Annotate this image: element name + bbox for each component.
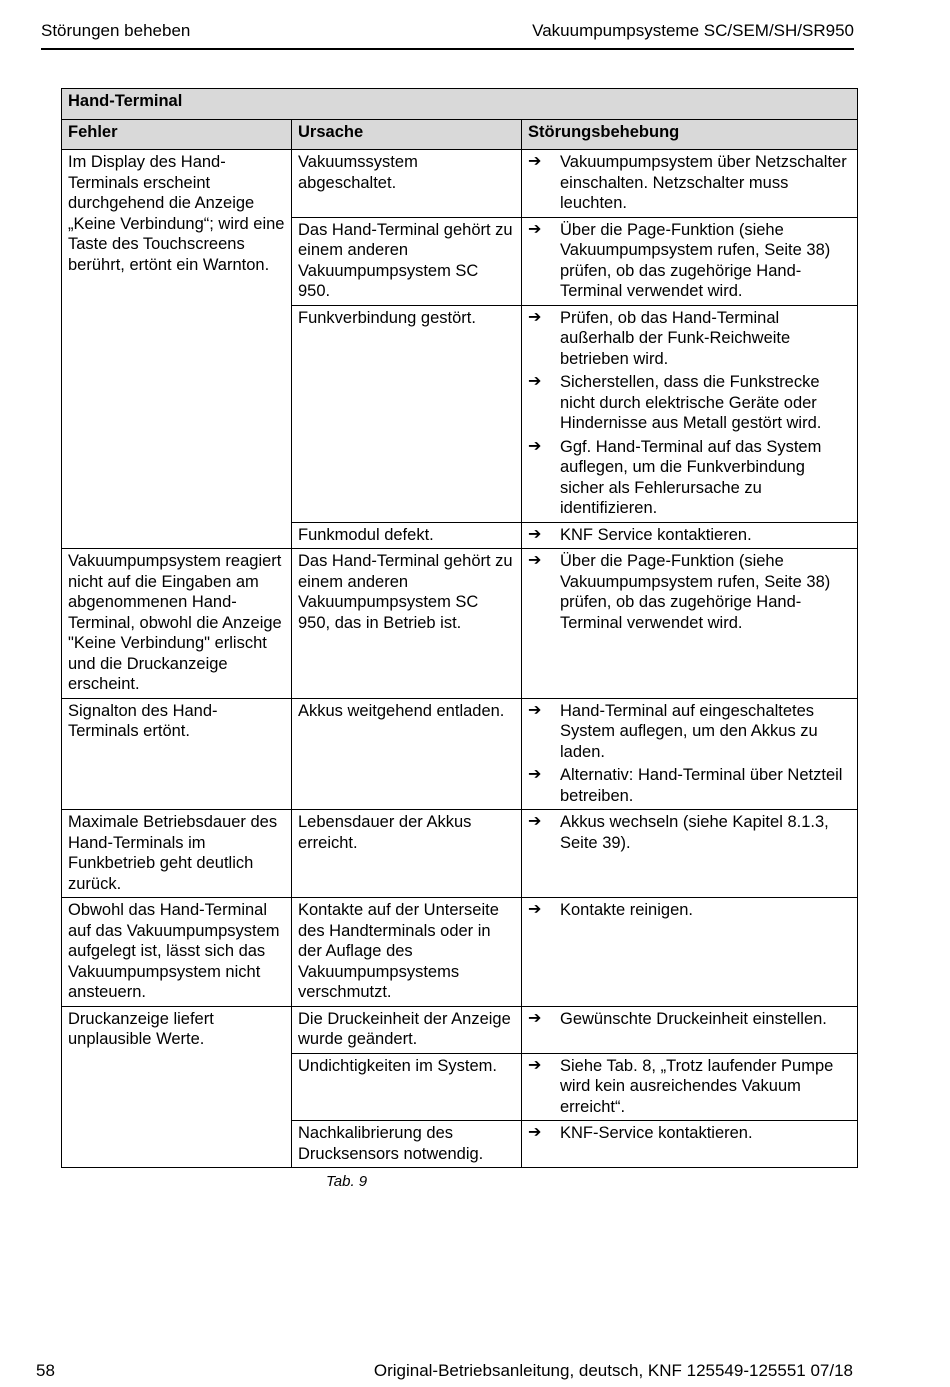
- header-chapter: Störungen beheben: [41, 21, 191, 40]
- remedy-text: Prüfen, ob das Hand-Terminal außerhalb der Funk-Reichweite betrieben wird.: [560, 308, 791, 368]
- behebung-cell: [522, 1121, 858, 1168]
- remedy-list: [528, 152, 851, 214]
- behebung-cell: [522, 698, 858, 810]
- table-caption: Tab. 9: [326, 1173, 368, 1190]
- ursache-cell: Funkverbindung gestört.: [292, 305, 522, 522]
- footer-doc-info: Original-Betriebsanleitung, deutsch, KNF 125549-125551 07/18: [373, 1361, 853, 1380]
- remedy-list: [528, 525, 851, 546]
- arrow-right-icon: ➔: [528, 1009, 542, 1027]
- ursache-cell: Funkmodul defekt.: [292, 522, 522, 549]
- remedy-text: Siehe Tab. 8, „Trotz laufender Pumpe wird kein ausreichendes Vakuum erreicht“.: [560, 1056, 834, 1116]
- remedy-list: [528, 812, 851, 853]
- ursache-cell: Das Hand-Terminal gehört zu einem anderen Vakuumpumpsystem SC 950.: [292, 217, 522, 305]
- ursache-cell: Das Hand-Terminal gehört zu einem anderen Vakuumpumpsystem SC 950, das in Betrieb ist.: [292, 549, 522, 699]
- ursache-cell: Nachkalibrierung des Drucksensors notwendig.: [292, 1121, 522, 1168]
- remedy-list: [528, 900, 851, 921]
- remedy-item: [528, 220, 851, 302]
- column-header-row: [62, 119, 858, 150]
- behebung-cell: [522, 522, 858, 549]
- remedy-text: Kontakte reinigen.: [560, 901, 694, 919]
- remedy-text: Sicherstellen, dass die Funkstrecke nicht durch elektrische Geräte oder Hindernisse aus Metall gestört wird.: [560, 373, 822, 432]
- table-title: Hand-Terminal: [62, 89, 858, 120]
- fault-table: [61, 88, 858, 1168]
- arrow-right-icon: ➔: [528, 813, 542, 830]
- remedy-item: [528, 372, 851, 434]
- arrow-right-icon: ➔: [528, 153, 542, 170]
- remedy-item: [528, 525, 851, 546]
- table-row: [62, 698, 858, 810]
- remedy-item: [528, 765, 851, 806]
- table-row: [62, 1006, 858, 1053]
- remedy-text: Über die Page-Funktion (siehe Vakuumpumpsystem rufen, Seite 38) prüfen, ob das zugehörige Hand-Terminal verwendet wird.: [560, 220, 831, 300]
- table-row: [62, 150, 858, 218]
- behebung-cell: [522, 898, 858, 1007]
- remedy-list: [528, 551, 851, 633]
- remedy-item: [528, 1056, 851, 1118]
- arrow-right-icon: ➔: [528, 373, 542, 390]
- behebung-cell: [522, 217, 858, 305]
- remedy-list: [528, 701, 851, 807]
- remedy-text: KNF-Service kontaktieren.: [560, 1124, 753, 1142]
- ursache-cell: Undichtigkeiten im System.: [292, 1053, 522, 1121]
- fault-table-body: [62, 150, 858, 1168]
- remedy-list: [528, 1123, 851, 1144]
- column-header-ursache: Ursache: [292, 119, 522, 150]
- arrow-right-icon: ➔: [528, 437, 542, 455]
- page-number: 58: [36, 1361, 55, 1380]
- behebung-cell: [522, 150, 858, 218]
- arrow-right-icon: ➔: [528, 552, 542, 569]
- remedy-text: Vakuumpumpsystem über Netzschalter einschalten. Netzschalter muss leuchten.: [560, 153, 847, 212]
- arrow-right-icon: ➔: [528, 1124, 542, 1141]
- arrow-right-icon: ➔: [528, 766, 542, 783]
- behebung-cell: [522, 549, 858, 699]
- behebung-cell: [522, 305, 858, 522]
- remedy-item: [528, 1009, 851, 1030]
- remedy-text: Gewünschte Druckeinheit einstellen.: [560, 1009, 827, 1028]
- ursache-cell: Vakuumssystem abgeschaltet.: [292, 150, 522, 218]
- remedy-item: [528, 308, 851, 370]
- table-row: [62, 898, 858, 1007]
- table-title-row: [62, 89, 858, 120]
- behebung-cell: [522, 1006, 858, 1053]
- ursache-cell: Lebensdauer der Akkus erreicht.: [292, 810, 522, 898]
- remedy-list: [528, 308, 851, 519]
- table-row: [62, 810, 858, 898]
- page-header: [41, 18, 854, 50]
- arrow-right-icon: ➔: [528, 308, 542, 326]
- remedy-item: [528, 152, 851, 214]
- fehler-cell: Vakuumpumpsystem reagiert nicht auf die Eingaben am abgenommenen Hand-Terminal, obwohl die Anzeige "Keine Verbindung" erlischt und die Druckanzeige erscheint.: [62, 549, 292, 699]
- header-product: Vakuumpumpsysteme SC/SEM/SH/SR950: [532, 21, 854, 40]
- table-row: [62, 549, 858, 699]
- remedy-list: [528, 1056, 851, 1118]
- ursache-cell: Die Druckeinheit der Anzeige wurde geändert.: [292, 1006, 522, 1053]
- remedy-list: [528, 220, 851, 302]
- remedy-text: Über die Page-Funktion (siehe Vakuumpumpsystem rufen, Seite 38) prüfen, ob das zugehörige Hand-Terminal verwendet wird.: [560, 552, 831, 632]
- arrow-right-icon: ➔: [528, 1056, 542, 1074]
- remedy-text: Alternativ: Hand-Terminal über Netzteil betreiben.: [560, 766, 843, 805]
- arrow-right-icon: ➔: [528, 901, 542, 918]
- remedy-item: [528, 437, 851, 519]
- fehler-cell: Maximale Betriebsdauer des Hand-Terminals im Funkbetrieb geht deutlich zurück.: [62, 810, 292, 898]
- behebung-cell: [522, 1053, 858, 1121]
- remedy-item: [528, 551, 851, 633]
- column-header-behebung: Störungsbehebung: [522, 119, 858, 150]
- behebung-cell: [522, 810, 858, 898]
- fehler-cell: Signalton des Hand-Terminals ertönt.: [62, 698, 292, 810]
- fault-table-head: [62, 89, 858, 150]
- remedy-item: [528, 701, 851, 763]
- remedy-text: Akkus wechseln (siehe Kapitel 8.1.3, Seite 39).: [560, 813, 829, 852]
- remedy-item: [528, 900, 851, 921]
- remedy-item: [528, 1123, 851, 1144]
- fehler-cell: Obwohl das Hand-Terminal auf das Vakuumpumpsystem aufgelegt ist, lässt sich das Vakuumpumpsystem nicht ansteuern.: [62, 898, 292, 1007]
- column-header-fehler: Fehler: [62, 119, 292, 150]
- ursache-cell: Akkus weitgehend entladen.: [292, 698, 522, 810]
- ursache-cell: Kontakte auf der Unterseite des Handterminals oder in der Auflage des Vakuumpumpsystems verschmutzt.: [292, 898, 522, 1007]
- arrow-right-icon: ➔: [528, 220, 542, 238]
- remedy-list: [528, 1009, 851, 1030]
- fehler-cell: Im Display des Hand-Terminals erscheint durchgehend die Anzeige „Keine Verbindung“; wird eine Taste des Touchscreens berührt, ertönt ein Warnton.: [62, 150, 292, 549]
- fehler-cell: Druckanzeige liefert unplausible Werte.: [62, 1006, 292, 1168]
- remedy-item: [528, 812, 851, 853]
- arrow-right-icon: ➔: [528, 525, 542, 543]
- remedy-text: KNF Service kontaktieren.: [560, 525, 752, 544]
- remedy-text: Hand-Terminal auf eingeschaltetes System auflegen, um den Akkus zu laden.: [560, 701, 818, 761]
- remedy-text: Ggf. Hand-Terminal auf das System auflegen, um die Funkverbindung sicher als Fehlerursache zu identifizieren.: [560, 437, 822, 517]
- arrow-right-icon: ➔: [528, 701, 542, 719]
